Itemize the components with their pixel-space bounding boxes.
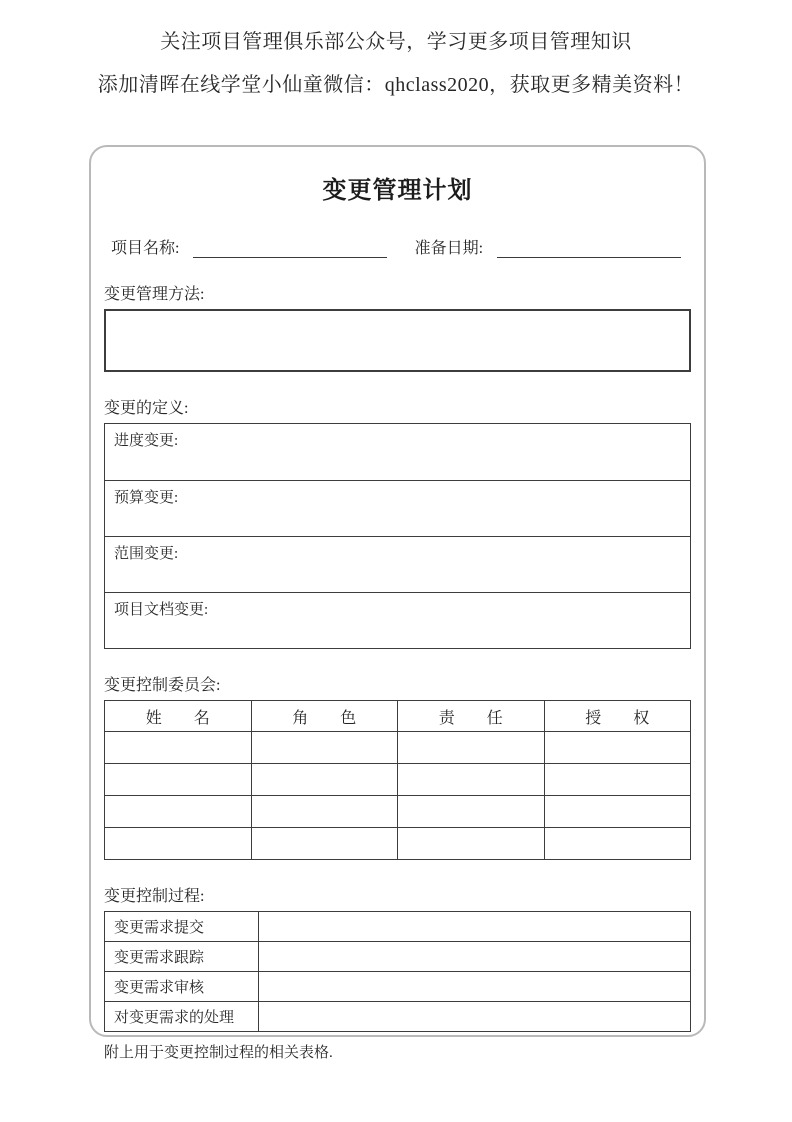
process-value-cell [259, 1002, 691, 1032]
prepare-date-blank [497, 241, 681, 258]
attachment-note: 附上用于变更控制过程的相关表格. [104, 1045, 333, 1061]
committee-row [105, 796, 691, 828]
committee-cell [544, 764, 691, 796]
process-value-cell [259, 942, 691, 972]
committee-section-label: 变更控制委员会: [104, 677, 221, 694]
process-value-cell [259, 912, 691, 942]
committee-cell [544, 828, 691, 860]
committee-header-row [105, 701, 691, 732]
process-label-cell: 变更需求提交 [105, 912, 259, 942]
committee-table [104, 700, 691, 860]
committee-cell [398, 828, 545, 860]
process-row-review [105, 972, 691, 1002]
committee-row [105, 732, 691, 764]
committee-cell [251, 828, 398, 860]
promo-line-2: 添加清晖在线学堂小仙童微信：qhclass2020，获取更多精美资料！ [97, 74, 695, 96]
project-name-label: 项目名称: [111, 240, 180, 257]
name-date-row [111, 235, 681, 258]
definition-box [104, 423, 691, 649]
committee-cell [251, 796, 398, 828]
method-input-box [104, 309, 691, 372]
committee-cell [544, 796, 691, 828]
committee-header-role: 角 色 [251, 701, 398, 732]
process-label-cell: 变更需求审核 [105, 972, 259, 1002]
promo-header [0, 0, 792, 96]
committee-row [105, 828, 691, 860]
process-value-cell [259, 972, 691, 1002]
form-card [89, 145, 706, 1061]
prepare-date-label: 准备日期: [414, 240, 484, 257]
committee-header-authority: 授 权 [544, 701, 691, 732]
process-label-cell: 变更需求跟踪 [105, 942, 259, 972]
committee-cell [544, 732, 691, 764]
process-table [104, 911, 691, 1032]
project-name-blank [193, 241, 386, 258]
committee-cell [105, 764, 252, 796]
definition-section-label: 变更的定义: [104, 400, 189, 417]
committee-cell [251, 764, 398, 796]
definition-row-document: 项目文档变更: [105, 592, 690, 648]
committee-header-name: 姓 名 [105, 701, 252, 732]
method-section-label: 变更管理方法: [104, 286, 205, 303]
committee-cell [398, 796, 545, 828]
form-title: 变更管理计划 [322, 177, 473, 204]
promo-line-1: 关注项目管理俱乐部公众号，学习更多项目管理知识 [160, 31, 632, 53]
process-section-label: 变更控制过程: [104, 888, 205, 905]
committee-header-responsibility: 责 任 [398, 701, 545, 732]
committee-cell [398, 732, 545, 764]
definition-row-budget: 预算变更: [105, 480, 690, 536]
committee-cell [105, 796, 252, 828]
definition-row-schedule: 进度变更: [114, 433, 179, 449]
committee-cell [251, 732, 398, 764]
committee-row [105, 764, 691, 796]
process-label-cell: 对变更需求的处理 [105, 1002, 259, 1032]
process-row-track [105, 942, 691, 972]
process-row-handle [105, 1002, 691, 1032]
definition-row-scope: 范围变更: [105, 536, 690, 592]
committee-cell [105, 732, 252, 764]
committee-cell [105, 828, 252, 860]
committee-cell [398, 764, 545, 796]
process-row-submit [105, 912, 691, 942]
